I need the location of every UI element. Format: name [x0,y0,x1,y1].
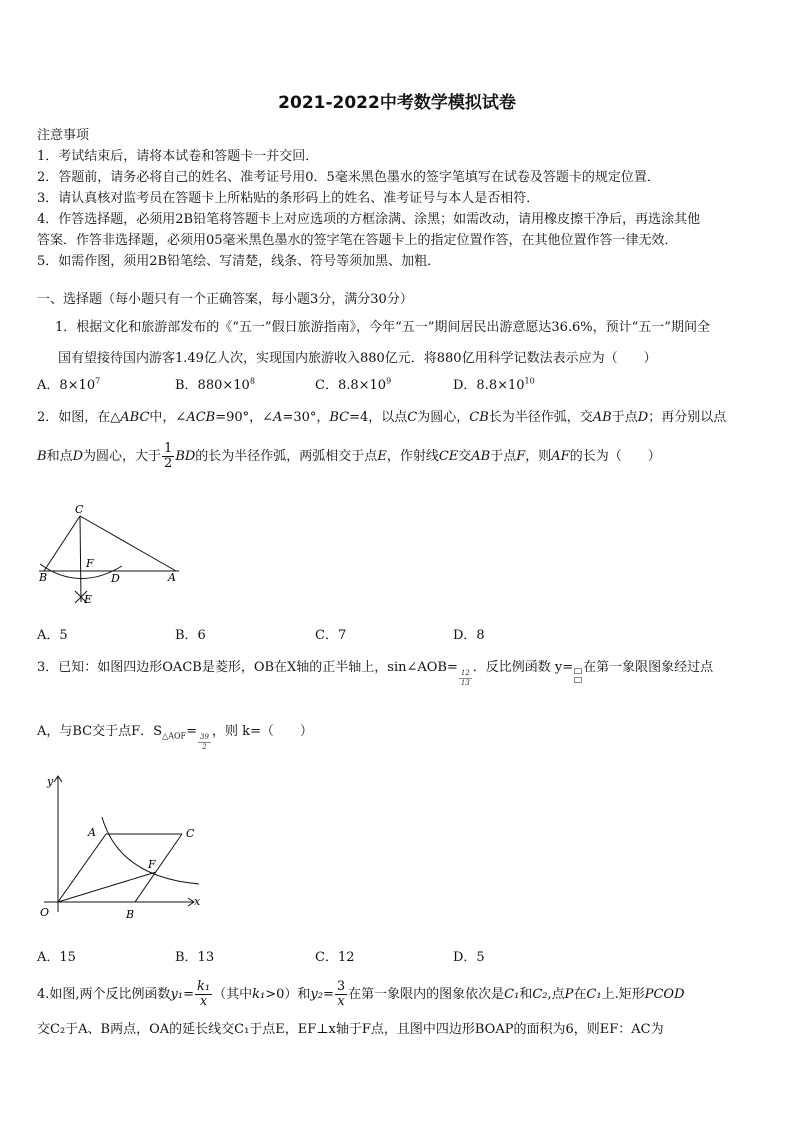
label-a: A [88,826,96,839]
section-heading: 一、选择题（每小题只有一个正确答案，每小题3分，满分30分） [37,292,413,307]
q2-option-b: B．6 [175,628,206,643]
fraction: $\frac{3}{x}$ [336,979,346,1009]
label-d: D [111,572,120,585]
label-e: E [84,593,93,606]
notice-heading: 注意事项 [37,128,90,143]
q4-line1: 4.如图,两个反比例函数y₁= $\frac{\text{k₁}}{x}$ （其中k₁>0）和y₂= $\frac{3}{x}$ 在第一象限内的图象依次是C₁和C₂,点P在C₁上.矩形PCOD [37,979,685,1009]
label-c: C [75,503,84,516]
q3-figure [34,772,204,922]
label-b: B [126,908,135,921]
q3-option-c: C．12 [315,950,355,965]
q3-line1: 3．已知：如图四边形OACB是菱形，OB在X轴的正半轴上，sin∠AOB= $\frac{12}{13}$ ．反比例函数 y= 在第一象限图象经过点 [37,660,714,687]
q2-option-d: D．8 [453,628,485,643]
q1-option-d: D．$8.8\times 10^{10}$ [453,376,535,393]
q1-line1: 1．根据文化和旅游部发布的《“五一”假日旅游指南》，今年“五一”期间居民出游意愿达36.6%，预计“五一”期间全 [55,320,710,335]
q2-line2: B和点D为圆心，大于 $\frac{1}{2}$ BD的长为半径作弧，两弧相交于点E，作射线CE交AB于点F，则AF的长为（ ） [37,441,661,471]
label-c: C [186,827,195,840]
fraction: $\frac{1}{2}$ [164,441,173,471]
page-title: 2021-2022中考数学模拟试卷 [278,93,516,113]
label-y: y [47,775,54,788]
fraction: $\frac{\text{k₁}}{x}$ [197,979,211,1009]
q1-option-c: C．$8.8\times 10^9$ [315,376,392,393]
segment-of [58,872,156,902]
ray-ce [80,516,81,602]
side-oa [58,834,106,902]
q1-option-a: A．$8\times 10^7$ [37,376,101,393]
label-a: A [168,571,176,584]
notice-item: 2．答题前，请务必将自己的姓名、准考证号用0．5毫米黑色墨水的签字笔填写在试卷及答题卡的规定位置． [37,170,660,185]
q2-line1: 2．如图，在△ABC中，∠ACB=90°，∠A=30°，BC=4，以点C为圆心，CB长为半径作弧，交AB于点D；再分别以点 [37,410,727,425]
label-b: B [39,571,48,584]
q2-option-a: A．5 [37,628,68,643]
segment-ca [80,516,176,571]
fraction: $\frac{39}{2}$ [200,733,209,751]
notice-item: 1．考试结束后，请将本试卷和答题卡一并交回． [37,149,319,164]
q3-option-d: D．5 [453,950,485,965]
q2-figure [34,502,184,608]
q3-option-a: A．15 [37,950,76,965]
notice-item: 4．作答选择题，必须用2B铅笔将答题卡上对应选项的方框涂满、涂黑；如需改动，请用橡皮擦干净后，再选涂其他 [37,212,701,227]
q2-option-c: C．7 [315,628,347,643]
q3-line2: A，与BC交于点F．$S_{\triangle AOF}=$ $\frac{39}{2}$ ，则 k=（ ） [37,724,313,751]
segment-cb [44,516,80,571]
q1-option-b: B．$880\times 10^8$ [175,376,255,393]
label-f: F [86,557,94,570]
q4-line2: 交C₂于A、B两点，OA的延长线交C₁于点E，EF⊥x轴于F点，且图中四边形BOAP的面积为6，则EF：AC为 [37,1022,664,1037]
label-x: x [194,895,201,908]
notice-item: 答案．作答非选择题，必须用05毫米黑色墨水的签字笔在答题卡上的指定位置作答，在其他位置作答一律无效． [37,233,678,248]
notice-item: 3．请认真核对监考员在答题卡上所粘贴的条形码上的姓名、准考证号与本人是否相符． [37,191,540,206]
label-o: O [40,906,50,919]
fraction-placeholder [573,668,583,683]
notice-item: 5．如需作图，须用2B铅笔绘、写清楚，线条、符号等须加黑、加粗． [37,254,441,269]
q3-option-b: B．13 [175,950,215,965]
fraction: $\frac{12}{13}$ [460,669,470,687]
q1-line2: 国有望接待国内游客1.49亿人次，实现国内旅游收入880亿元．将880亿用科学记数法表示应为（ ） [58,351,657,366]
label-f: F [148,858,156,871]
